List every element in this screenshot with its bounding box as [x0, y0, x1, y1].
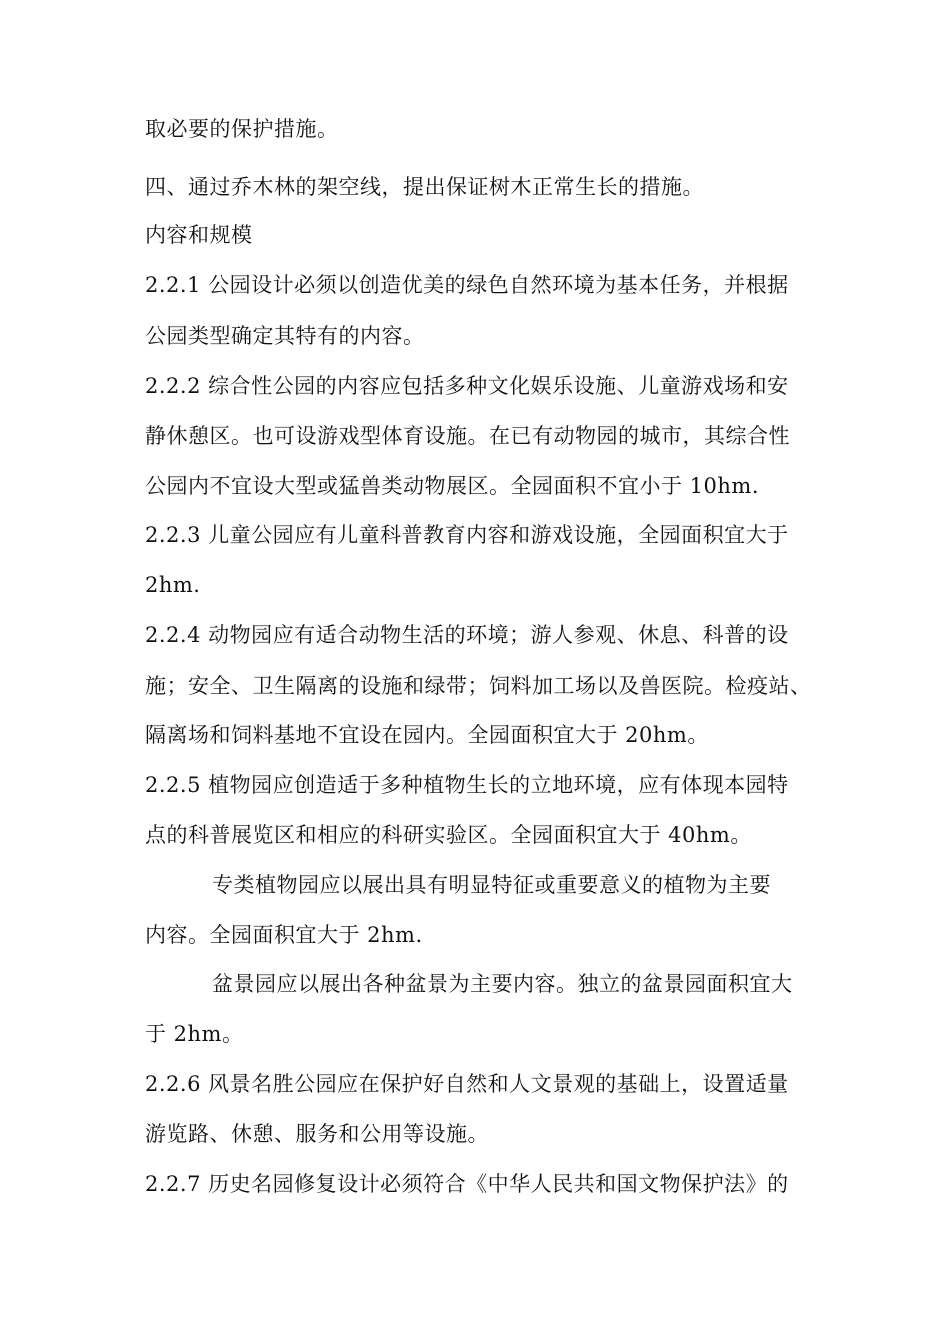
text-line: 点的科普展览区和相应的科研实验区。全园面积宜大于 40hm。: [145, 823, 752, 847]
text-line: 游览路、休憩、服务和公用等设施。: [145, 1122, 489, 1146]
text-line: 施；安全、卫生隔离的设施和绿带；饲料加工场以及兽医院。检疫站、: [145, 674, 812, 698]
text-line-indented: 盆景园应以展出各种盆景为主要内容。独立的盆景园面积宜大: [212, 972, 793, 996]
text-line: 内容。全园面积宜大于 2hm.: [145, 923, 423, 947]
text-line-indented: 专类植物园应以展出具有明显特征或重要意义的植物为主要: [212, 873, 771, 897]
text-line: 静休憩区。也可设游戏型体育设施。在已有动物园的城市，其综合性: [145, 424, 790, 448]
text-line: 取必要的保护措施。: [145, 117, 339, 141]
text-line: 四、通过乔木林的架空线，提出保证树木正常生长的措施。: [145, 175, 704, 199]
text-line: 2.2.1 公园设计必须以创造优美的绿色自然环境为基本任务，并根据: [145, 273, 789, 297]
text-line: 2.2.4 动物园应有适合动物生活的环境；游人参观、休息、科普的设: [145, 623, 789, 647]
text-line: 公园内不宜设大型或猛兽类动物展区。全园面积不宜小于 10hm.: [145, 474, 760, 498]
text-line: 2.2.7 历史名园修复设计必须符合《中华人民共和国文物保护法》的: [145, 1172, 789, 1196]
text-line: 2.2.2 综合性公园的内容应包括多种文化娱乐设施、儿童游戏场和安: [145, 374, 789, 398]
text-line: 2.2.6 风景名胜公园应在保护好自然和人文景观的基础上，设置适量: [145, 1072, 789, 1096]
text-line: 2hm.: [145, 573, 201, 597]
text-line: 于 2hm。: [145, 1022, 244, 1046]
text-line: 公园类型确定其特有的内容。: [145, 324, 425, 348]
section-heading: 内容和规模: [145, 223, 253, 247]
text-line: 2.2.3 儿童公园应有儿童科普教育内容和游戏设施，全园面积宜大于: [145, 523, 789, 547]
text-line: 2.2.5 植物园应创造适于多种植物生长的立地环境，应有体现本园特: [145, 773, 789, 797]
text-line: 隔离场和饲料基地不宜设在园内。全园面积宜大于 20hm。: [145, 723, 709, 747]
